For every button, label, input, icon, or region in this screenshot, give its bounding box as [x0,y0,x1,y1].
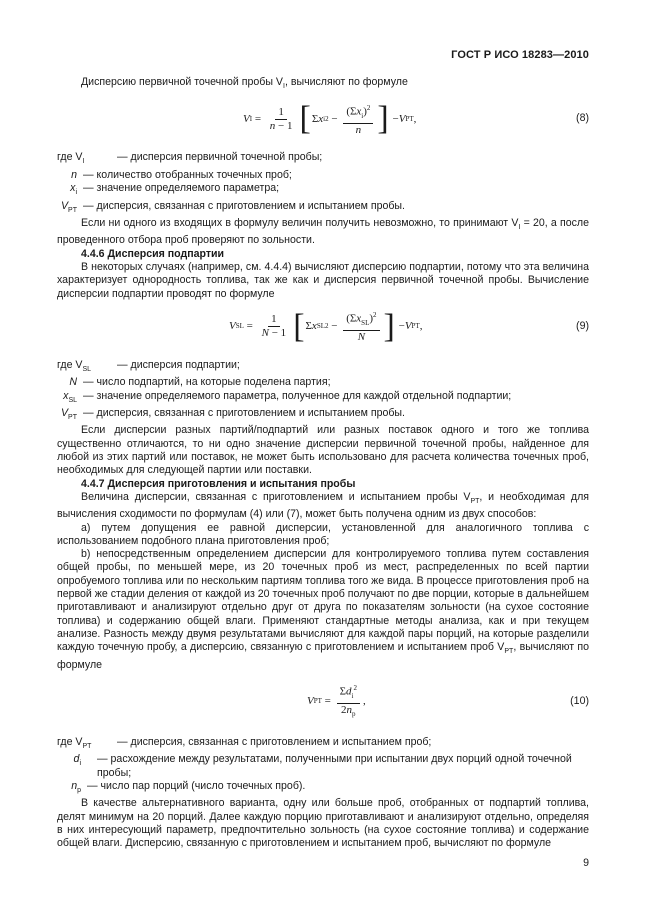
formula-9 [57,305,589,349]
definition-item: $d_i$ — расхождение между результатами, полученными при испытании двух порций одной точечной пробы; [73,753,572,779]
definition-item: где $V_{SL}$ — дисперсия подпартии; [57,358,240,373]
section-heading-4-4-6: 4.4.6 Дисперсия подпартии [81,247,225,260]
list-item-b: b) непосредственным определением дисперсии для контролируемого топлива путем составления общей пробы, по меньшей мере, из 20 точечных проб из мест, распределенных по всей партии опробуемого топлива или по нескольким партиям топлива того же вида. В процессе приготовления проб на первой же стадии деления от каждой из 20 точечных проб получают по две порции, которые в дальнейшем приготавливают и анализируют отдельно друг от друга по показателям зольности (на сухое состояние топлива) и содержанию общей влаги. Применяют стандартные методы анализа, как и при текущем анализе. Разность между двумя результатами вычисляют для каждой пары порций, на которые разделили каждую точечную пробу, а дисперсию, связанную с приготовлением и испытанием проб $V_{PT}$, вычисляют по формуле [57,548,590,671]
definition-item: N — число подпартий, на которые поделена партия; [69,376,331,389]
paragraph-intro-8: Дисперсию первичной точечной пробы $V_I$, вычисляют по формуле [81,76,408,91]
formula-8-number: (8) [576,112,589,125]
standard-header: ГОСТ Р ИСО 18283—2010 [451,49,589,61]
section-heading-4-4-7: 4.4.7 Дисперсия приготовления и испытания пробы [81,477,356,490]
definitions-9 [57,359,589,425]
paragraph-different-lots: Если дисперсии разных партий/подпартий или разных поставок одного и того же топлива существенно отличаются, то ни одно значение дисперсии первичной точечной пробы, найденное для любой из этих партий или поставок, не может быть использовано для расчета количества точечных проб, необходимых для следующей партии или поставки. [57,424,589,477]
formula-8 [57,97,589,141]
list-item-a: а) путем допущения ее равной дисперсии, установленной для аналогичного топлива с использованием подобного плана приготовления проб; [57,521,589,547]
paragraph-alternative: В качестве альтернативного варианта, одну или больше проб, отобранных от подпартий топлива, делят минимум на 20 порций. Далее каждую порцию приготавливают и анализируют отдельно, определяя в них интересующий параметр, предпочтительно зольность (на сухое состояние топлива) и содержание общей влаги. Дисперсию, связанную с приготовлением и испытанием проб, вычисляют по формуле [57,797,589,850]
formula-9-number: (9) [576,319,589,332]
definitions-8 [57,151,589,217]
paragraph-default-value: Если ни одного из входящих в формулу величин получить невозможно, то принимают $V_I = 20$, а после проведенного отбора проб проверяют по зольности. [57,216,590,247]
definition-item: $V_{PT}$ — дисперсия, связанная с приготовлением и испытанием пробы. [60,406,405,422]
definition-item: $n_p$ — число пар порций (число точечных проб). [71,779,306,794]
definition-item: $x_i$ — значение определяемого параметра; [70,182,280,197]
paragraph-sublot-variance: В некоторых случаях (например, см. 4.4.4) вычисляют дисперсию подпартии, потому что эта величина характеризует однородность топлива, так же как и дисперсия первичной точечной пробы. Вычисление дисперсии подпартии проводят по формуле [57,260,589,300]
definition-item: $V_{PT}$ — дисперсия, связанная с приготовлением и испытанием пробы. [60,199,405,214]
formula-9-expression: V SL = $\frac{1}{N - 1}$ [ Σ x SL 2 − $\frac{(\Sigma x_{SL})^2}{N}$ ] − V PT , [229,307,423,345]
formula-10-expression: V PT = $\frac{\Sigma d_i^2}{2n_p}$ , [307,684,366,719]
definition-item: $x_{SL}$ — значение определяемого параметра, полученное для каждой отдельной подпартии; [63,389,512,404]
definition-item: где $V_I$ — дисперсия первичной точечной пробы; [57,151,323,166]
formula-8-expression: V I = $\frac{1}{n - 1}$ [ Σ x i 2 − $\frac{(\Sigma x_i)^2}{n}$ ] − V PT , [243,100,417,138]
definition-item: n — количество отобранных точечных проб; [71,168,292,181]
definitions-10 [57,736,589,797]
paragraph-preparation-variance: Величина дисперсии, связанная с приготовлением и испытанием пробы $V_{PT}$, и необходимая для вычисления сходимости по формулам (4) или (7), может быть получена одним из двух способов: [57,490,589,521]
document-body [57,76,589,850]
definition-item: где $V_{PT}$ — дисперсия, связанная с приготовлением и испытанием проб; [57,735,432,750]
formula-10-number: (10) [570,694,589,707]
page-number: 9 [583,857,589,869]
formula-10 [57,680,589,724]
